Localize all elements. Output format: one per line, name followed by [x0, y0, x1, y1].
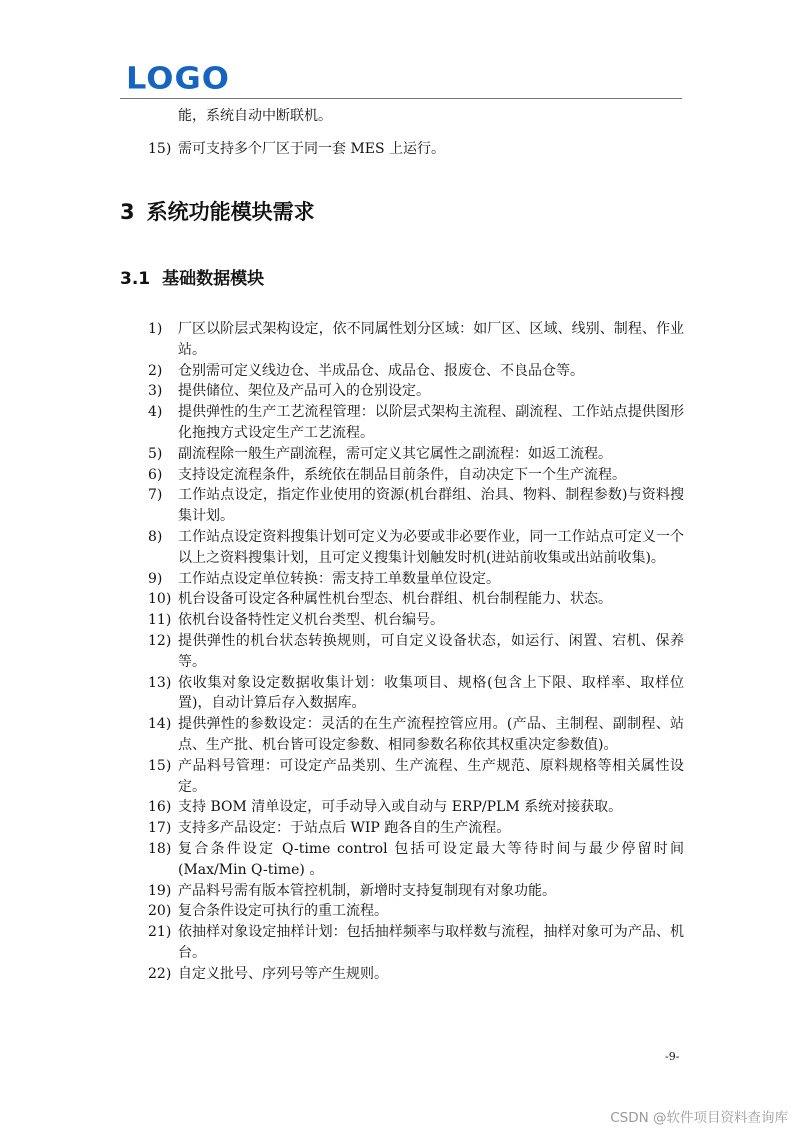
- item-number: 11): [148, 612, 172, 629]
- list-item: [148, 839, 684, 881]
- item-number: 13): [148, 674, 172, 691]
- subsection-title: 基础数据模块: [162, 269, 265, 289]
- list-item: [148, 610, 684, 631]
- list-item: [148, 485, 684, 527]
- item-text: 仓别需可定义线边仓、半成品仓、成品仓、报废仓、不良品仓等。: [178, 362, 584, 379]
- subsection-heading: [120, 268, 264, 290]
- item-number: 12): [148, 632, 172, 649]
- item-number: 3): [148, 383, 163, 400]
- item-number: 2): [148, 362, 163, 379]
- watermark: CSDN @软件项目资料查询库: [610, 1110, 788, 1126]
- subsection-number: 3.1: [120, 269, 151, 289]
- item-number: 9): [148, 570, 163, 587]
- item-number: 5): [148, 445, 163, 462]
- list-item: [148, 756, 684, 798]
- item-text: 副流程除一般生产副流程，需可定义其它属性之副流程：如返工流程。: [178, 445, 612, 462]
- list-item: [148, 714, 684, 756]
- list-item: [148, 631, 684, 673]
- item-text: 工作站点设定单位转换：需支持工单数量单位设定。: [178, 570, 500, 587]
- list-item: [148, 444, 684, 465]
- item-number: 7): [148, 487, 163, 504]
- item-text: 工作站点设定，指定作业使用的资源(机台群组、治具、物料、制程参数)与资料搜集计划。: [178, 487, 684, 525]
- list-item: [148, 569, 684, 590]
- item-text: 复合条件设定 Q-time control 包括可设定最大等待时间与最少停留时间(Max/Min Q-time) 。: [178, 840, 684, 878]
- list-item: [148, 319, 684, 361]
- item-number: 20): [148, 903, 172, 920]
- list-item: [148, 527, 684, 569]
- list-item: [148, 139, 445, 159]
- item-text: 依抽样对象设定抽样计划：包括抽样频率与取样数与流程，抽样对象可为产品、机台。: [178, 924, 684, 961]
- item-number: 6): [148, 466, 163, 483]
- item-text: 提供弹性的机台状态转换规则，可自定义设备状态，如运行、闲置、宕机、保养等。: [178, 632, 684, 670]
- item-text: 提供储位、架位及产品可入的仓别设定。: [178, 383, 430, 400]
- list-item: [148, 922, 684, 964]
- item-text: 产品料号管理：可设定产品类别、生产流程、生产规范、原料规格等相关属性设定。: [178, 757, 684, 795]
- item-number: 1): [148, 321, 163, 337]
- list-item: [148, 901, 684, 922]
- item-number: 18): [148, 840, 172, 857]
- list-item: [148, 797, 684, 818]
- item-text: 需可支持多个厂区于同一套 MES 上运行。: [178, 141, 446, 157]
- page-number: -9-: [665, 1050, 680, 1063]
- list-item: [148, 818, 684, 839]
- list-item: [148, 964, 684, 985]
- item-number: 17): [148, 820, 172, 837]
- list-item: [148, 361, 684, 382]
- item-number: 16): [148, 799, 172, 816]
- item-number: 4): [148, 404, 163, 421]
- item-text: 机台设备可设定各种属性机台型态、机台群组、机台制程能力、状态。: [178, 591, 612, 608]
- item-text: 支持多产品设定：于站点后 WIP 跑各自的生产流程。: [178, 820, 511, 837]
- item-text: 产品料号需有版本管控机制，新增时支持复制现有对象功能。: [178, 882, 556, 899]
- list-item: [148, 381, 684, 402]
- item-text: 提供弹性的生产工艺流程管理：以阶层式架构主流程、副流程、工作站点提供图形化拖拽方式设定生产工艺流程。: [178, 404, 684, 441]
- list-item: [148, 673, 684, 715]
- item-number: 10): [148, 591, 172, 608]
- list-item: [148, 589, 684, 610]
- item-number: 15): [148, 757, 172, 774]
- item-text: 支持 BOM 清单设定，可手动导入或自动与 ERP/PLM 系统对接获取。: [178, 799, 623, 816]
- item-text: 厂区以阶层式架构设定，依不同属性划分区域：如厂区、区域、线别、制程、作业站。: [178, 321, 684, 358]
- list-item: [148, 402, 684, 444]
- logo: LOGO: [126, 59, 230, 97]
- item-text: 提供弹性的参数设定：灵活的在生产流程控管应用。(产品、主制程、副制程、站点、生产批、机台皆可设定参数、相同参数名称依其权重决定参数值)。: [178, 716, 684, 753]
- item-number: 22): [148, 965, 172, 982]
- item-text: 依机台设备特性定义机台类型、机台编号。: [178, 612, 444, 629]
- item-number: 15): [148, 141, 172, 157]
- item-number: 14): [148, 716, 172, 733]
- list-item: [148, 881, 684, 902]
- item-text: 自定义批号、序列号等产生规则。: [178, 965, 388, 982]
- item-number: 19): [148, 882, 172, 899]
- item-text: 依收集对象设定数据收集计划：收集项目、规格(包含上下限、取样率、取样位置)，自动计算后存入数据库。: [178, 674, 684, 712]
- list-item: [148, 465, 684, 486]
- item-number: 21): [148, 924, 172, 941]
- header-rule: [120, 98, 682, 99]
- section-title: 系统功能模块需求: [146, 200, 315, 224]
- item-text: 复合条件设定可执行的重工流程。: [178, 903, 388, 920]
- section-heading: [120, 199, 315, 225]
- requirements-list: [148, 319, 684, 985]
- item-text: 工作站点设定资料搜集计划可定义为必要或非必要作业，同一工作站点可定义一个以上之资料搜集计划，且可定义搜集计划触发时机(进站前收集或出站前收集)。: [178, 528, 684, 566]
- item-number: 8): [148, 528, 163, 545]
- item-text: 支持设定流程条件，系统依在制品目前条件，自动决定下一个生产流程。: [178, 466, 626, 483]
- section-number: 3: [120, 200, 135, 224]
- continuation-text: 能，系统自动中断联机。: [178, 108, 332, 124]
